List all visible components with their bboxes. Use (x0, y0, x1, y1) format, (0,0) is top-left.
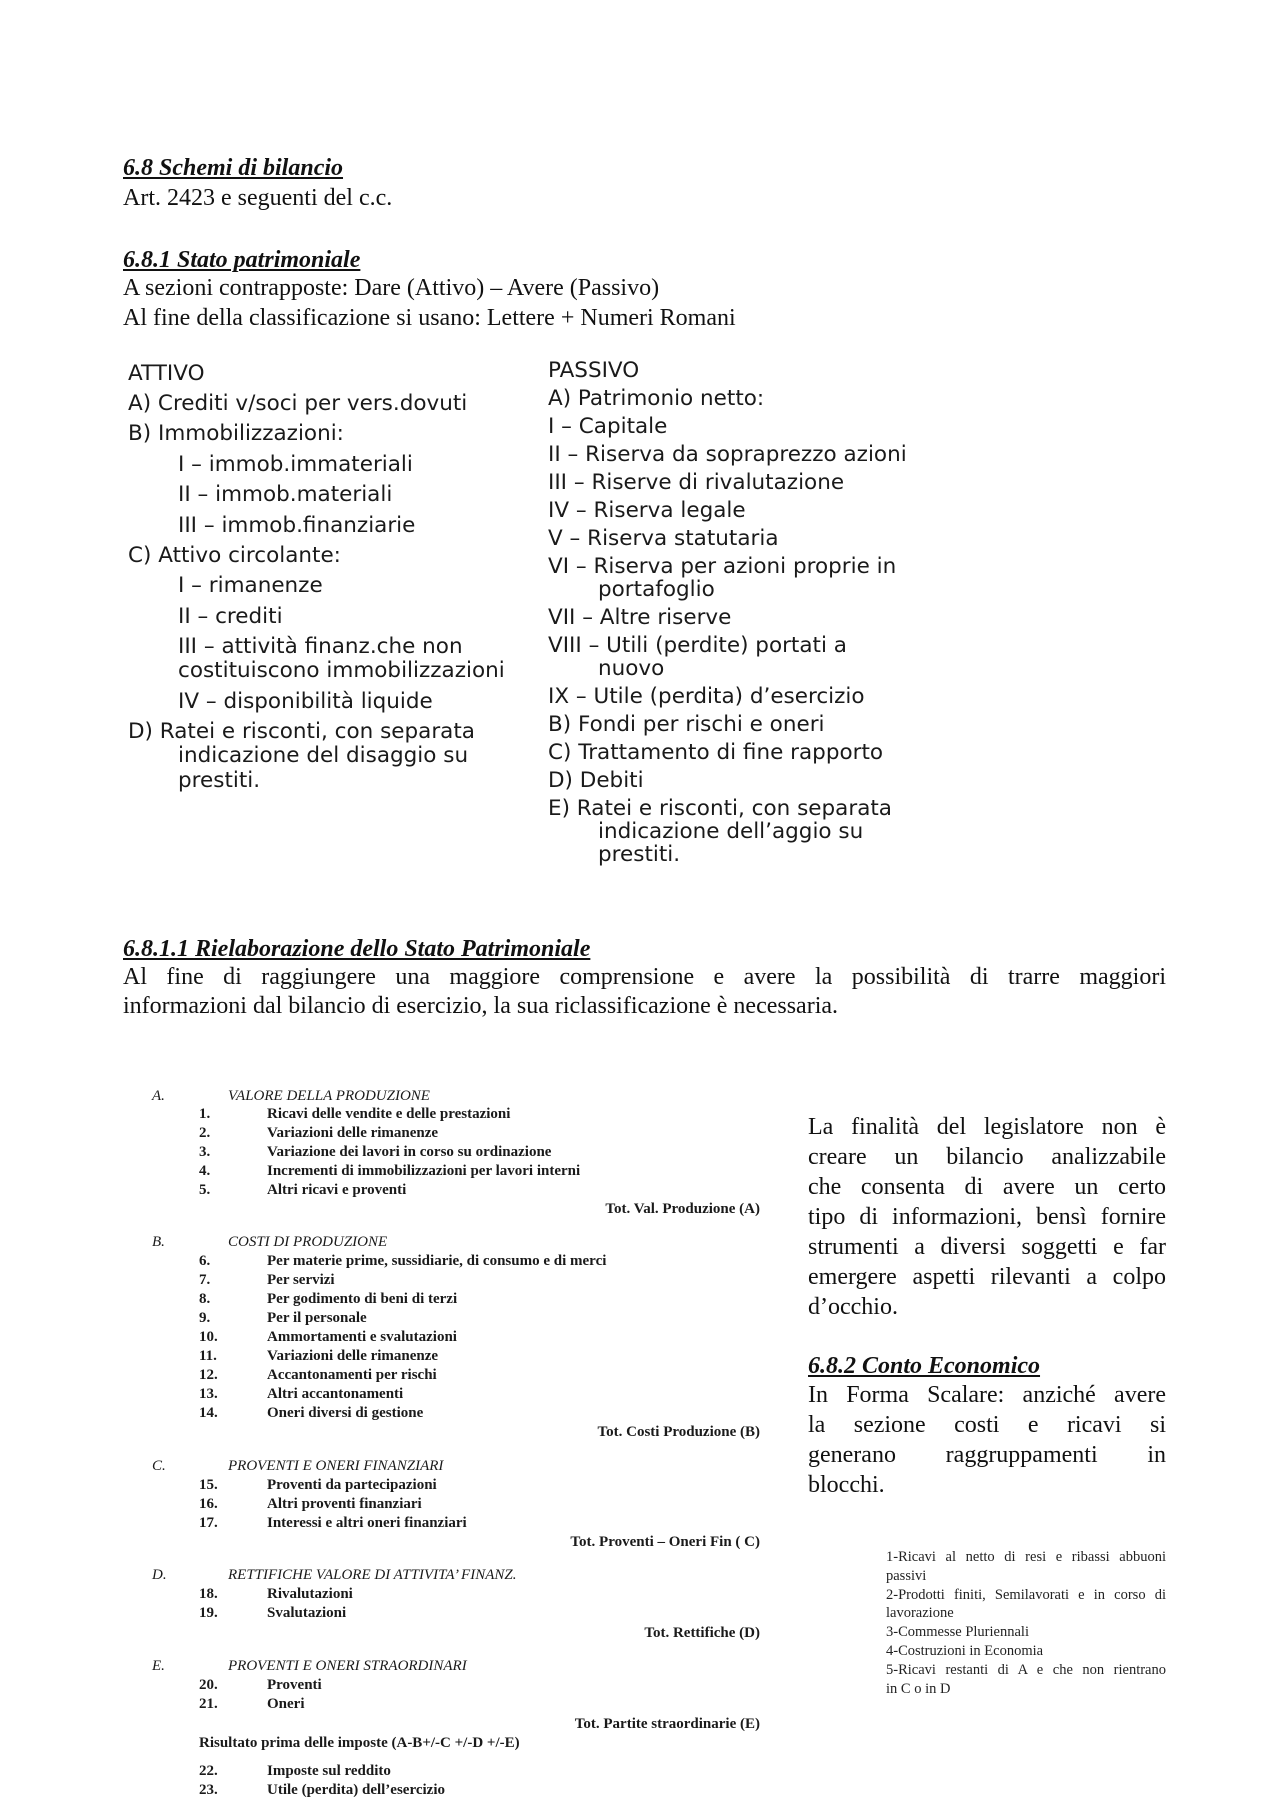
section-title: PROVENTI E ONERI FINANZIARI (228, 1458, 444, 1474)
passivo-line: II – Riserva da sopraprezzo azioni (548, 442, 907, 467)
passivo-line: indicazione dell’aggio su (598, 819, 864, 844)
risultato-prima-imposte: Risultato prima delle imposte (A-B+/-C +/-D +/-E) (199, 1735, 520, 1751)
note-line: 3-Commesse Pluriennali (886, 1624, 1029, 1641)
section-6-8-1-1-line2: informazioni dal bilancio di esercizio, la sua riclassificazione è necessaria. (123, 993, 839, 1019)
item-text: Interessi e altri oneri finanziari (267, 1515, 467, 1531)
passivo-line: IV – Riserva legale (548, 498, 746, 523)
passivo-line: VII – Altre riserve (548, 605, 732, 630)
note-line: 5-Ricavi restanti di A e che non rientrano (886, 1661, 1166, 1678)
item-text: Accantonamenti per rischi (267, 1367, 437, 1383)
section-title: VALORE DELLA PRODUZIONE (228, 1088, 430, 1104)
item-text: Svalutazioni (267, 1605, 347, 1621)
passivo-line: nuovo (598, 656, 665, 681)
side-line: blocchi. (808, 1472, 885, 1498)
item-text: Rivalutazioni (267, 1586, 353, 1602)
item-number: 11. (199, 1348, 217, 1364)
stato-patrimoniale-image (124, 358, 914, 870)
attivo-line: A) Crediti v/soci per vers.dovuti (128, 391, 468, 416)
item-text: Altri accantonamenti (267, 1386, 404, 1402)
passivo-line: C) Trattamento di fine rapporto (548, 740, 884, 765)
item-number: 17. (199, 1515, 218, 1531)
note-line: in C o in D (886, 1680, 951, 1697)
note-line: 4-Costruzioni in Economia (886, 1642, 1044, 1659)
total-e: Tot. Partite straordinarie (E) (574, 1716, 760, 1732)
notes-block (886, 1548, 1166, 1698)
section-letter: A. (152, 1088, 165, 1104)
passivo-line: III – Riserve di rivalutazione (548, 470, 845, 495)
passivo-line: IX – Utile (perdita) d’esercizio (548, 684, 865, 709)
note-line: 2-Prodotti finiti, Semilavorati e in corso di (886, 1586, 1166, 1603)
item-number: 15. (199, 1477, 218, 1493)
item-number: 18. (199, 1586, 218, 1602)
item-text: Ammortamenti e svalutazioni (267, 1329, 457, 1345)
item-text: Proventi da partecipazioni (267, 1477, 437, 1493)
conto-economico-schema (150, 1087, 762, 1807)
note-line: passivi (886, 1567, 927, 1584)
passivo-line: VI – Riserva per azioni proprie in (548, 554, 897, 579)
side-line: La finalità del legislatore non è (808, 1114, 1166, 1140)
section-6-8-text: Art. 2423 e seguenti del c.c. (123, 185, 393, 211)
item-number: 22. (199, 1763, 218, 1779)
item-number: 4. (199, 1163, 211, 1179)
section-6-8-1-title: 6.8.1 Stato patrimoniale (123, 247, 361, 273)
passivo-line: VIII – Utili (perdite) portati a (548, 633, 847, 658)
side-line: emergere aspetti rilevanti a colpo (808, 1264, 1166, 1290)
section-letter: D. (152, 1567, 167, 1583)
side-paragraph (808, 1112, 1166, 1322)
attivo-line: B) Immobilizzazioni: (128, 421, 344, 446)
side-line: d’occhio. (808, 1294, 898, 1320)
item-number: 12. (199, 1367, 218, 1383)
total-c: Tot. Proventi – Oneri Fin ( C) (570, 1534, 760, 1550)
item-text: Oneri (267, 1696, 305, 1712)
section-title: RETTIFICHE VALORE DI ATTIVITA’ FINANZ. (228, 1567, 517, 1583)
item-number: 16. (199, 1496, 218, 1512)
section-6-8-1-line2: Al fine della classificazione si usano: Lettere + Numeri Romani (123, 305, 736, 331)
attivo-line: I – immob.immateriali (178, 452, 413, 477)
total-d: Tot. Rettifiche (D) (644, 1625, 760, 1641)
item-text: Altri proventi finanziari (267, 1496, 422, 1512)
side-line: In Forma Scalare: anziché avere (808, 1382, 1166, 1408)
item-number: 21. (199, 1696, 218, 1712)
item-number: 3. (199, 1144, 211, 1160)
note-line: lavorazione (886, 1605, 954, 1622)
item-text: Ricavi delle vendite e delle prestazioni (267, 1106, 511, 1122)
item-text: Variazione dei lavori in corso su ordinazione (267, 1144, 552, 1160)
side-line: la sezione costi e ricavi si (808, 1412, 1166, 1438)
attivo-line: prestiti. (178, 768, 261, 793)
attivo-line: I – rimanenze (178, 573, 323, 598)
item-text: Incrementi di immobilizzazioni per lavori interni (267, 1163, 581, 1179)
section-letter: B. (152, 1234, 165, 1250)
attivo-line: II – crediti (178, 604, 283, 629)
side-line: strumenti a diversi soggetti e far (808, 1234, 1166, 1260)
total-a: Tot. Val. Produzione (A) (605, 1201, 760, 1217)
item-number: 19. (199, 1605, 218, 1621)
passivo-line: A) Patrimonio netto: (548, 386, 765, 411)
attivo-header: ATTIVO (128, 361, 205, 386)
item-number: 20. (199, 1677, 218, 1693)
side-line: creare un bilancio analizzabile (808, 1144, 1166, 1170)
item-number: 5. (199, 1182, 211, 1198)
attivo-line: III – attività finanz.che non (178, 634, 463, 659)
side-line: che consenta di avere un certo (808, 1174, 1166, 1200)
attivo-line: II – immob.materiali (178, 482, 393, 507)
item-number: 1. (199, 1106, 211, 1122)
item-text: Per godimento di beni di terzi (267, 1291, 458, 1307)
item-text: Altri ricavi e proventi (267, 1182, 407, 1198)
item-text: Imposte sul reddito (267, 1763, 391, 1779)
section-letter: E. (152, 1658, 165, 1674)
item-number: 6. (199, 1253, 211, 1269)
section-6-8-2-title: 6.8.2 Conto Economico (808, 1353, 1041, 1379)
item-text: Per servizi (267, 1272, 335, 1288)
passivo-line: B) Fondi per rischi e oneri (548, 712, 825, 737)
passivo-line: E) Ratei e risconti, con separata (548, 796, 892, 821)
section-6-8-1-line1: A sezioni contrapposte: Dare (Attivo) – Avere (Passivo) (123, 275, 660, 301)
note-line: 1-Ricavi al netto di resi e ribassi abbuoni (886, 1549, 1166, 1565)
item-number: 7. (199, 1272, 211, 1288)
item-text: Utile (perdita) dell’esercizio (267, 1782, 445, 1798)
item-text: Oneri diversi di gestione (267, 1405, 424, 1421)
item-number: 9. (199, 1310, 211, 1326)
item-text: Variazioni delle rimanenze (267, 1348, 439, 1364)
attivo-line: III – immob.finanziarie (178, 513, 416, 538)
item-number: 13. (199, 1386, 218, 1402)
section-letter: C. (152, 1458, 166, 1474)
total-b: Tot. Costi Produzione (B) (597, 1424, 760, 1440)
item-number: 10. (199, 1329, 218, 1345)
item-text: Proventi (267, 1677, 322, 1693)
item-text: Variazioni delle rimanenze (267, 1125, 439, 1141)
item-text: Per materie prime, sussidiarie, di consumo e di merci (267, 1253, 607, 1269)
item-number: 14. (199, 1405, 218, 1421)
section-title: PROVENTI E ONERI STRAORDINARI (228, 1658, 467, 1674)
attivo-line: C) Attivo circolante: (128, 543, 341, 568)
attivo-line: costituiscono immobilizzazioni (178, 658, 505, 683)
item-number: 2. (199, 1125, 211, 1141)
side-line: generano raggruppamenti in (808, 1442, 1166, 1468)
passivo-line: prestiti. (598, 842, 681, 867)
section-6-8-1-1-line1: Al fine di raggiungere una maggiore comprensione e avere la possibilità di trarre maggiori (123, 964, 1166, 990)
passivo-line: V – Riserva statutaria (548, 526, 779, 551)
section-6-8-1-1-title: 6.8.1.1 Rielaborazione dello Stato Patrimoniale (123, 936, 591, 962)
passivo-line: I – Capitale (548, 414, 668, 439)
item-text: Per il personale (267, 1310, 367, 1326)
attivo-line: D) Ratei e risconti, con separata (128, 719, 475, 744)
passivo-line: portafoglio (598, 577, 715, 602)
attivo-line: IV – disponibilità liquide (178, 689, 433, 714)
side-paragraph-2 (808, 1380, 1166, 1500)
item-number: 23. (199, 1782, 218, 1798)
section-title: COSTI DI PRODUZIONE (228, 1234, 388, 1250)
passivo-line: D) Debiti (548, 768, 644, 793)
section-6-8-title: 6.8 Schemi di bilancio (123, 155, 344, 181)
attivo-line: indicazione del disaggio su (178, 743, 469, 768)
passivo-header: PASSIVO (548, 358, 640, 383)
side-line: tipo di informazioni, bensì fornire (808, 1204, 1166, 1230)
item-number: 8. (199, 1291, 211, 1307)
